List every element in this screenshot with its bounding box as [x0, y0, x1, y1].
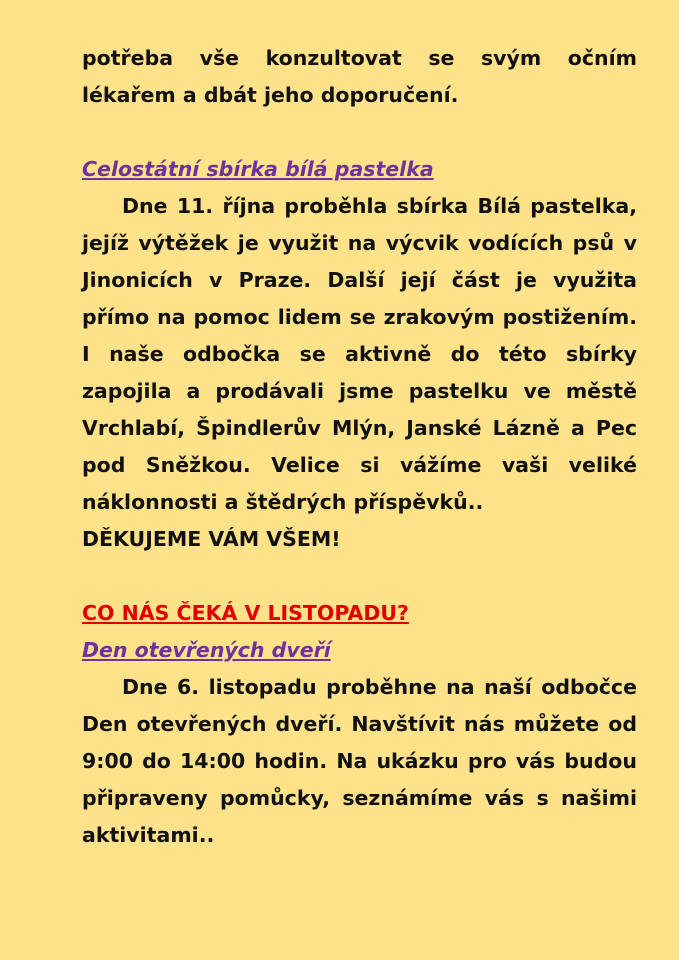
- open-day-paragraph: Dne 6. listopadu proběhne na naší odbočce Den otevřených dveří. Navštívit nás můžete od 9:00 do 14:00 hodin. Na ukázku pro vás budou připraveny pomůcky, seznámíme vás s našimi aktivitami..: [82, 675, 637, 847]
- thanks-line: DĚKUJEME VÁM VŠEM!: [82, 527, 341, 551]
- spacer: [82, 558, 637, 595]
- document-page: [82, 40, 637, 854]
- listopad-heading: CO NÁS ČEKÁ V LISTOPADU?: [82, 601, 409, 625]
- spacer: [82, 114, 637, 151]
- intro-paragraph: potřeba vše konzultovat se svým očním lékařem a dbát jeho doporučení.: [82, 46, 637, 107]
- open-day-heading: Den otevřených dveří: [82, 638, 331, 662]
- sbirka-paragraph: Dne 11. října proběhla sbírka Bílá pastelka, jejíž výtěžek je využit na výcvik vodících psů v Jinonicích v Praze. Další její část je využita přímo na pomoc lidem se zrakovým postižením. I naše odbočka se aktivně do této sbírky zapojila a prodávali jsme pastelku ve městě Vrchlabí, Špindlerův Mlýn, Janské Lázně a Pec pod Sněžkou. Velice si vážíme vaši veliké náklonnosti a štědrých příspěvků..: [82, 194, 637, 514]
- sbirka-heading: Celostátní sbírka bílá pastelka: [82, 157, 434, 181]
